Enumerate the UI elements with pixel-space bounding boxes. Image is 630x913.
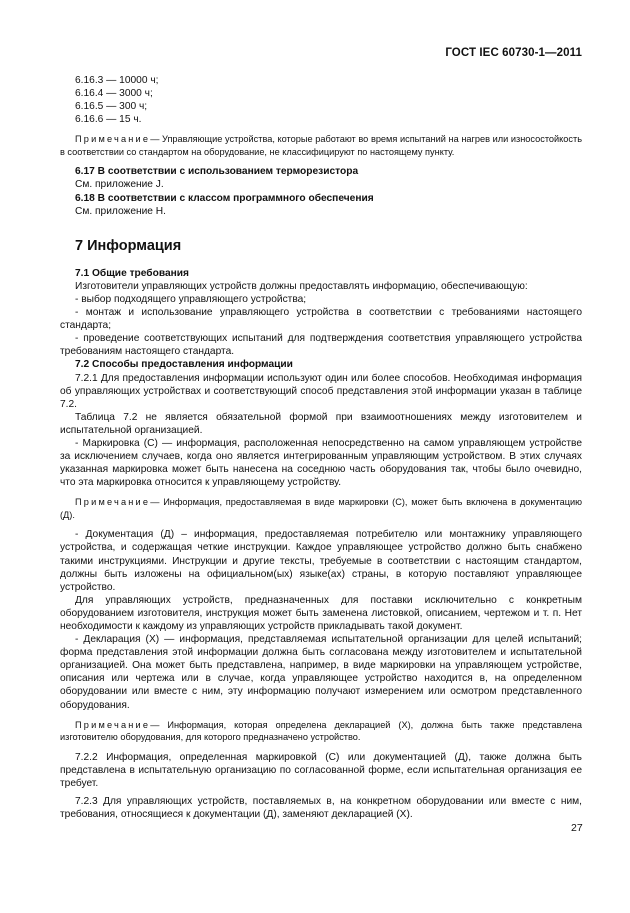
note-text: — Информация, которая определена декларацией (Х), должна быть также представлена изготовителю оборудования, для которого предназначено устройство.: [60, 719, 582, 743]
note-paragraph: [60, 133, 582, 158]
section-title: 7 Информация: [75, 237, 182, 254]
list-item: - выбор подходящего управляющего устройства;: [75, 293, 307, 305]
list-item: - монтаж и использование управляющего устройства в соответствии с требованиями настоящего стандарта;: [60, 307, 582, 332]
list-item: - проведение соответствующих испытаний для подтверждения соответствия управляющего устройства требованиям настоящего стандарта.: [60, 333, 582, 358]
note-label: Примечание: [75, 497, 151, 508]
clause-text: См. приложение J.: [75, 179, 164, 191]
paragraph: 7.2.1 Для предоставления информации используют один или более способов. Необходимая информация об управляющих устройствах и соответствующий способ представления этой информации указан в таблице 7.2.: [60, 372, 582, 410]
clause-heading: 7.1 Общие требования: [75, 267, 189, 279]
note-text: — Информация, предоставляемая в виде маркировки (С), может быть включена в документацию (Д).: [60, 497, 582, 520]
list-item: 6.16.3 — 10000 ч;: [75, 75, 159, 86]
paragraph: - Декларация (Х) — информация, представляемая испытательной организации для целей испытаний; форма представления этой информации должна быть согласована между изготовителем и испытательной организацией. Она может быть представлена, например, в виде маркировки на управляющем устройстве, описания или чертежа или в случае, когда управляющее устройство находится в, на определенном оборудовании или вместе с ним, эту информацию получают измерением или осмотром представленного оборудования.: [60, 634, 582, 711]
paragraph: - Документация (Д) – информация, предоставляемая потребителю или монтажнику управляющего устройства, и содержащая четкие инструкции. Каждое управляющее устройство должно быть снабжено такими инструкциями. Инструкции и другие тексты, требуемые в соответствии с настоящим стандартом, должны быть изложены на официальном(ых) языке(ах) страны, в которую поставляют управляющее устройство.: [60, 529, 582, 593]
list-item: 6.16.5 — 300 ч;: [75, 101, 148, 113]
clause-heading: 6.17 В соответствии с использованием терморезистора: [75, 166, 359, 178]
note-text: — Управляющие устройства, которые работают во время испытаний на нагрев или износостойкость в соответствии со стандартом на оборудование, не классифицируют по настоящему пункту.: [60, 134, 582, 157]
paragraph: 7.2.2 Информация, определенная маркировкой (С) или документацией (Д), также должна быть представлена в испытательную организацию по согласованной форме, если испытательная организация ее требует.: [60, 751, 582, 789]
note-label: Примечание: [75, 719, 151, 730]
page-number: 27: [571, 822, 583, 834]
clause-heading: 7.2 Способы предоставления информации: [75, 359, 293, 371]
paragraph: - Маркировка (С) — информация, расположенная непосредственно на самом управляющем устройстве за исключением случаев, когда оно является интегрированным управляющим устройством. В этих случаях указанная маркировка может быть нанесена на соседнюю часть оборудования так, чтобы было очевидно, что эта маркировка относится к управляющему устройству.: [60, 437, 582, 489]
list-item: 6.16.6 — 15 ч.: [75, 114, 142, 126]
note-label: Примечание: [75, 134, 151, 145]
paragraph: Таблица 7.2 не является обязательной формой при взаимоотношениях между изготовителем и испытательной организацией.: [60, 411, 582, 436]
note-paragraph: [60, 719, 582, 744]
document-header: ГОСТ IEC 60730-1—2011: [445, 47, 582, 59]
page-content: [60, 74, 582, 821]
paragraph: 7.2.3 Для управляющих устройств, поставляемых в, на конкретном оборудовании или вместе с ним, требования, относящиеся к документации (Д), заменяют декларацией (Х).: [60, 795, 582, 821]
note-paragraph: [60, 496, 582, 521]
paragraph: Изготовители управляющих устройств должны предоставлять информацию, обеспечивающую:: [75, 280, 528, 292]
list-item: 6.16.4 — 3000 ч;: [75, 88, 153, 100]
clause-text: См. приложение H.: [75, 205, 166, 217]
clause-heading: 6.18 В соответствии с классом программного обеспечения: [75, 192, 374, 204]
paragraph: Для управляющих устройств, предназначенных для поставки исключительно с конкретным оборудованием изготовителя, инструкция может быть заменена листовкой, описанием, чертежом и т. п. Нет необходимости к каждому из управляющих устройств прикладывать такой документ.: [60, 594, 582, 632]
